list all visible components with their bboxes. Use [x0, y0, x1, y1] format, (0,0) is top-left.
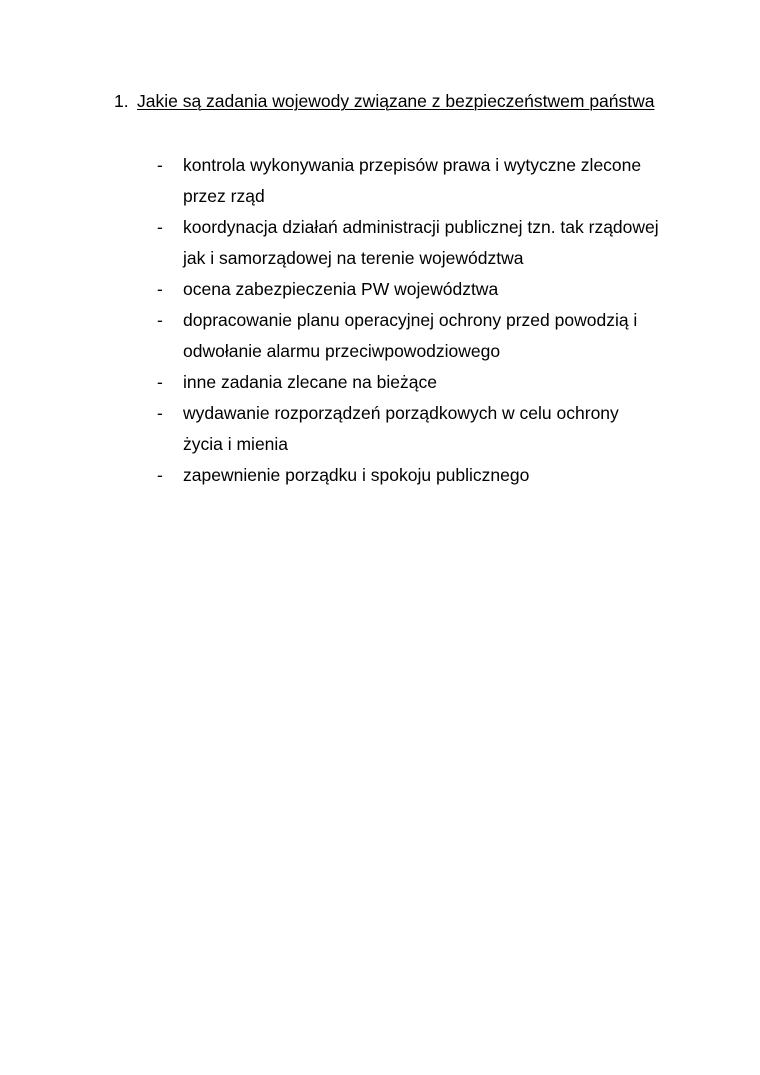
list-item-text: koordynacja działań administracji publicznej tzn. tak rządowej [183, 217, 659, 237]
question-heading [114, 90, 655, 112]
list-item-text: zapewnienie porządku i spokoju publicznego [183, 465, 530, 485]
list-item-text: odwołanie alarmu przeciwpowodziowego [183, 341, 501, 361]
list-item [154, 305, 714, 367]
list-bullet: - [157, 217, 163, 237]
list-item-text: kontrola wykonywania przepisów prawa i wytyczne zlecone [183, 155, 642, 175]
list-item-text: ocena zabezpieczenia PW województwa [183, 279, 499, 299]
list-bullet: - [157, 155, 163, 175]
question-text: Jakie są zadania wojewody związane z bezpieczeństwem państwa [137, 91, 655, 111]
list-item-text: jak i samorządowej na terenie województwa [183, 248, 524, 268]
list-item [154, 367, 714, 398]
list-item [154, 274, 714, 305]
list-item-text: przez rząd [183, 186, 265, 206]
list-item [154, 460, 714, 491]
list-item [154, 398, 714, 460]
list-bullet: - [157, 310, 163, 330]
list-item-text: wydawanie rozporządzeń porządkowych w celu ochrony [183, 403, 619, 423]
answer-list [154, 150, 714, 491]
list-item [154, 212, 714, 274]
list-item [154, 150, 714, 212]
list-item-text: życia i mienia [183, 434, 289, 454]
list-bullet: - [157, 403, 163, 423]
list-item-text: inne zadania zlecane na bieżące [183, 372, 437, 392]
list-item-text: dopracowanie planu operacyjnej ochrony przed powodzią i [183, 310, 638, 330]
list-bullet: - [157, 372, 163, 392]
question-number: 1. [114, 91, 129, 111]
list-bullet: - [157, 279, 163, 299]
list-bullet: - [157, 465, 163, 485]
